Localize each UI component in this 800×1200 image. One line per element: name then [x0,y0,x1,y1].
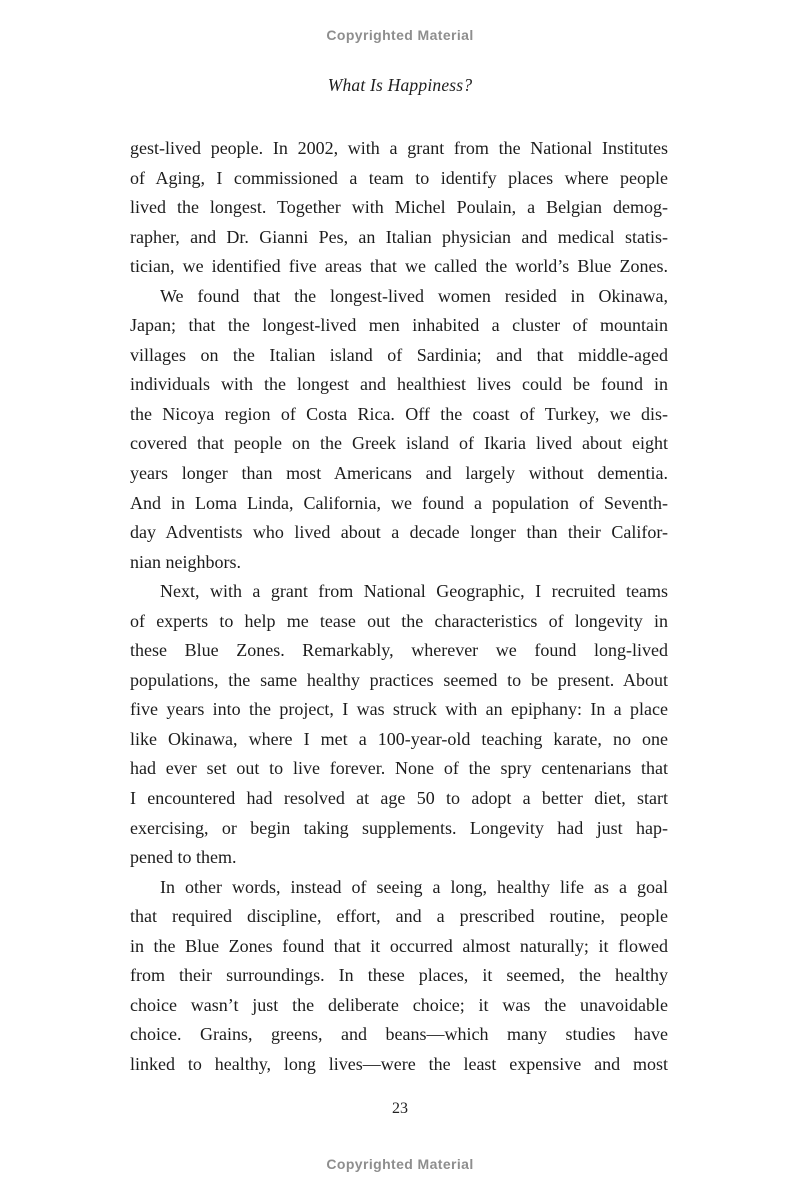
text-line: that required discipline, effort, and a prescribed routine, people [130,906,668,927]
text-line: And in Loma Linda, California, we found a population of Seventh- [130,492,668,513]
paragraph [130,282,668,577]
text-line: of Aging, I commissioned a team to identify places where people [130,167,668,188]
text-line: the Nicoya region of Costa Rica. Off the coast of Turkey, we dis- [130,403,668,424]
text-line: these Blue Zones. Remarkably, wherever we found long-lived [130,640,668,661]
paragraph [130,134,668,282]
text-line: individuals with the longest and healthiest lives could be found in [130,374,668,395]
text-line: I encountered had resolved at age 50 to adopt a better diet, start [130,788,668,809]
paragraph [130,577,668,872]
copyright-watermark-top: Copyrighted Material [326,27,474,43]
copyright-watermark-bottom: Copyrighted Material [326,1156,474,1172]
text-line: day Adventists who lived about a decade longer than their Califor- [130,522,668,543]
paragraph [130,873,668,1080]
text-line: choice wasn’t just the deliberate choice; it was the unavoidable [130,994,668,1015]
text-line: Japan; that the longest-lived men inhabited a cluster of mountain [130,315,668,336]
text-line: linked to healthy, long lives—were the least expensive and most [130,1053,668,1074]
text-line: choice. Grains, greens, and beans—which many studies have [130,1024,668,1045]
text-line: pened to them. [130,847,237,868]
text-line: gest-lived people. In 2002, with a grant from the National Institutes [130,138,668,158]
text-line: Next, with a grant from National Geographic, I recruited teams [160,581,668,602]
text-line: like Okinawa, where I met a 100-year-old teaching karate, no one [130,728,668,749]
text-line: five years into the project, I was struck with an epiphany: In a place [130,699,668,720]
text-line: We found that the longest-lived women resided in Okinawa, [160,285,668,306]
running-header: What Is Happiness? [327,75,473,95]
text-line: covered that people on the Greek island of Ikaria lived about eight [130,433,668,454]
text-line: villages on the Italian island of Sardinia; and that middle-aged [130,344,668,365]
text-line: years longer than most Americans and largely without dementia. [130,463,668,484]
text-line: lived the longest. Together with Michel Poulain, a Belgian demog- [130,197,668,218]
body-text [130,134,668,1080]
text-line: of experts to help me tease out the characteristics of longevity in [130,610,668,631]
text-line: nian neighbors. [130,551,241,572]
text-line: had ever set out to live forever. None of the spry centenarians that [130,758,668,779]
text-line: from their surroundings. In these places, it seemed, the healthy [130,965,668,986]
text-line: In other words, instead of seeing a long, healthy life as a goal [160,876,668,897]
text-line: rapher, and Dr. Gianni Pes, an Italian physician and medical statis- [130,226,668,247]
text-line: exercising, or begin taking supplements. Longevity had just hap- [130,817,668,838]
text-line: in the Blue Zones found that it occurred almost naturally; it flowed [130,935,668,956]
text-line: populations, the same healthy practices seemed to be present. About [130,669,668,690]
text-line: tician, we identified five areas that we called the world’s Blue Zones. [130,256,668,277]
page-number: 23 [392,1100,408,1117]
